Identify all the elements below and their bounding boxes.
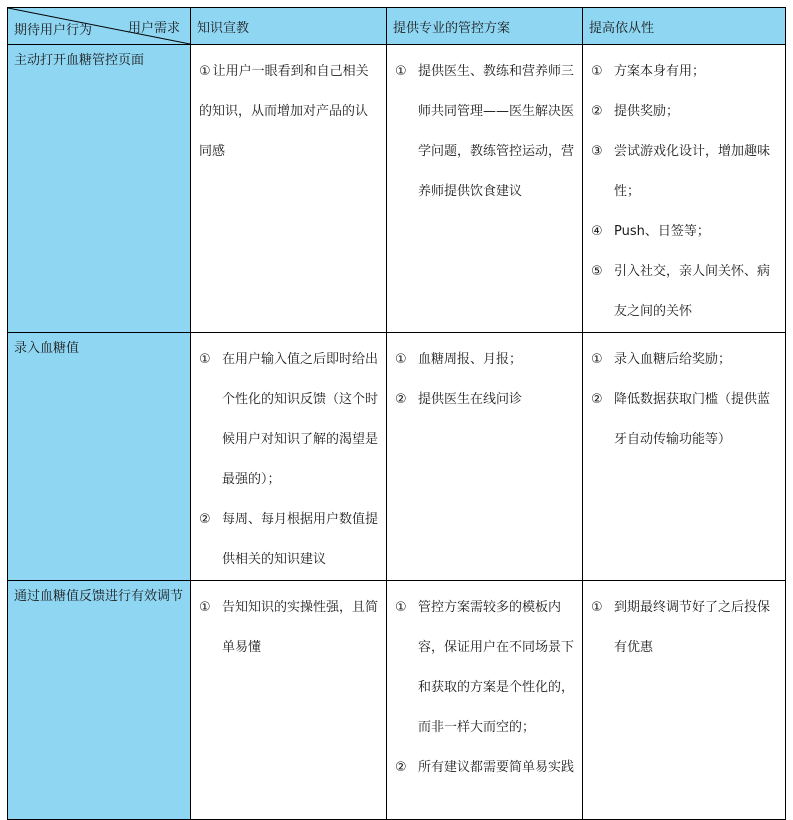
header-row — [8, 8, 786, 45]
row-label: 录入血糖值 — [14, 341, 80, 356]
row-label: 通过血糖值反馈进行有效调节 — [14, 589, 184, 604]
list-item: ② 所有建议都需要简单易实践 — [395, 760, 575, 775]
table-cell — [191, 333, 387, 581]
table-row — [8, 333, 786, 581]
row-label-cell — [8, 45, 191, 333]
list-item: ① 告知知识的实操性强，且简单易懂 — [199, 600, 379, 655]
table-cell — [191, 581, 387, 820]
table-cell — [583, 581, 786, 820]
requirements-table — [7, 7, 786, 820]
list-item: ① 方案本身有用； — [591, 64, 706, 79]
list-item: ④ Push、日签等； — [591, 224, 710, 239]
table-row — [8, 581, 786, 820]
list-item: ② 提供奖励； — [591, 104, 680, 119]
list-item: ① 在用户输入值之后即时给出个性化的知识反馈（这个时候用户对知识了解的渴望是最强的）； — [199, 352, 379, 487]
column-header-knowledge: 知识宣教 — [191, 8, 387, 45]
table-row — [8, 45, 786, 333]
list-item: ① 管控方案需较多的模板内容，保证用户在不同场景下和获取的方案是个性化的，而非一样大而空的； — [395, 600, 575, 735]
row-label-cell — [8, 581, 191, 820]
table-cell — [583, 333, 786, 581]
list-item: ① 录入血糖后给奖励； — [591, 352, 732, 367]
corner-label-needs: 用户需求 — [127, 21, 180, 36]
table-cell — [191, 45, 387, 333]
column-header-compliance: 提高依从性 — [583, 8, 786, 45]
list-item: ① 到期最终调节好了之后投保有优惠 — [591, 600, 771, 655]
table-cell — [387, 581, 583, 820]
column-header-plan: 提供专业的管控方案 — [387, 8, 583, 45]
row-label: 主动打开血糖管控页面 — [14, 53, 145, 68]
list-item: ③ 尝试游戏化设计，增加趣味性； — [591, 144, 771, 199]
corner-label-behavior: 期待用户行为 — [14, 23, 93, 38]
row-label-cell — [8, 333, 191, 581]
list-item: ② 降低数据获取门槛（提供蓝牙自动传输功能等） — [591, 392, 771, 447]
corner-header-cell — [8, 8, 191, 45]
list-item: ⑤ 引入社交，亲人间关怀、病友之间的关怀 — [591, 264, 771, 319]
table-cell — [583, 45, 786, 333]
table-cell — [387, 333, 583, 581]
list-item: ① 让用户一眼看到和自己相关的知识，从而增加对产品的认同感 — [199, 64, 369, 159]
table-cell — [387, 45, 583, 333]
list-item: ② 每周、每月根据用户数值提供相关的知识建议 — [199, 512, 379, 567]
list-item: ① 血糖周报、月报； — [395, 352, 523, 367]
list-item: ① 提供医生、教练和营养师三师共同管理——医生解决医学问题，教练管控运动，营养师提供饮食建议 — [395, 64, 575, 199]
list-item: ② 提供医生在线问诊 — [395, 392, 523, 407]
